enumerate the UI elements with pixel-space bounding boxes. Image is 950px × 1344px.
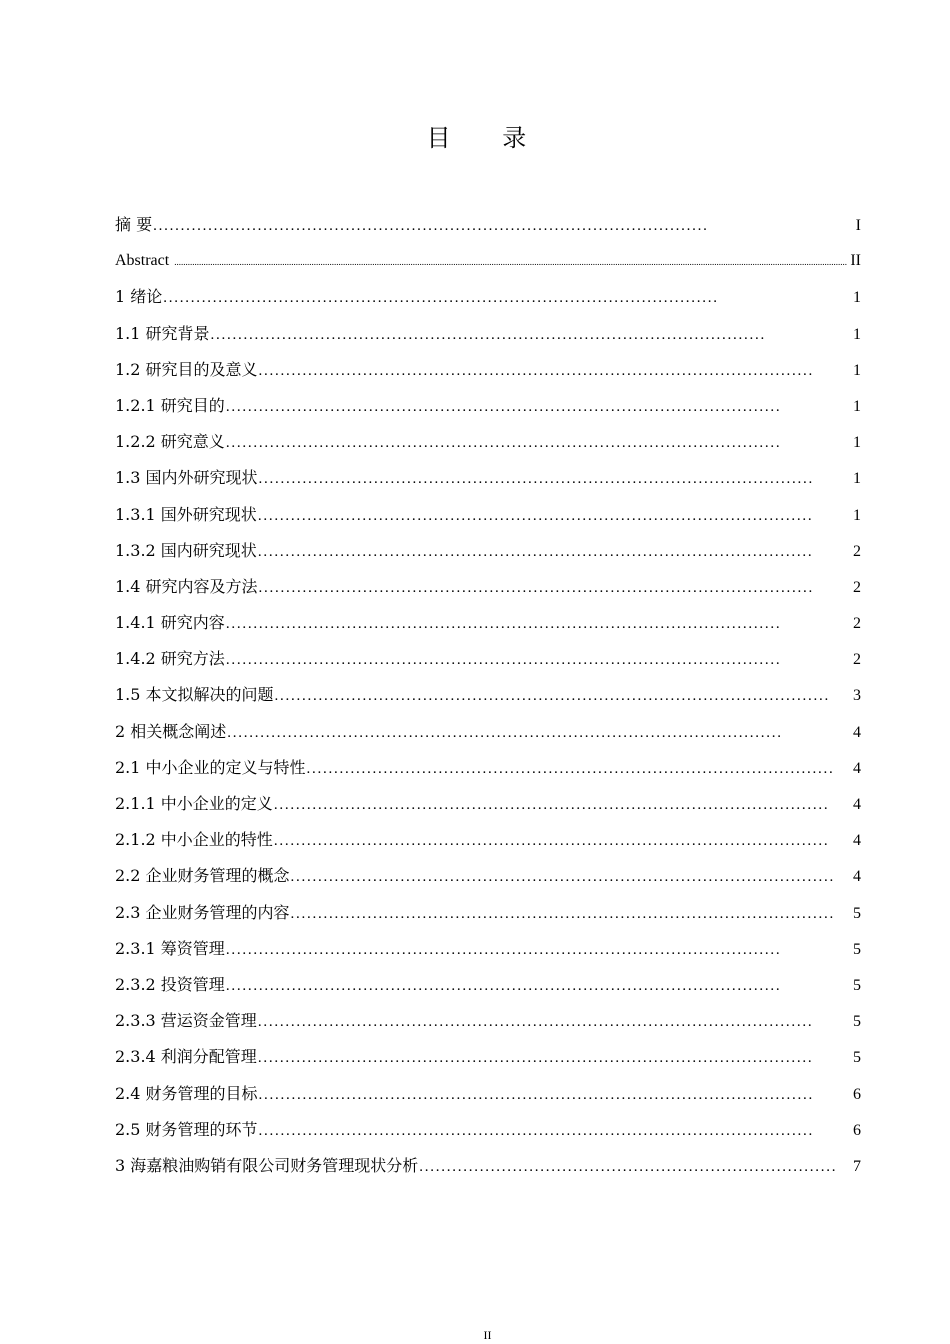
- toc-entry-abstract-en[interactable]: [115, 243, 861, 279]
- toc-list: [115, 207, 861, 1184]
- toc-entry[interactable]: [115, 786, 861, 822]
- toc-entry[interactable]: [115, 714, 861, 750]
- toc-entry-label: 1.5 本文拟解决的问题: [115, 685, 274, 705]
- toc-entry-page: 3: [853, 687, 861, 705]
- dot-leader: [226, 606, 835, 642]
- dot-leader: [226, 968, 835, 1004]
- toc-entry-label: 2.2 企业财务管理的概念: [115, 866, 290, 886]
- toc-entry[interactable]: [115, 895, 861, 931]
- toc-entry[interactable]: [115, 858, 861, 894]
- toc-entry-page: 4: [853, 723, 861, 741]
- toc-entry-page: 2: [853, 615, 861, 633]
- toc-entry[interactable]: [115, 931, 861, 967]
- dot-leader: [259, 461, 835, 497]
- dot-leader: [259, 353, 835, 389]
- toc-entry-page: 1: [853, 434, 861, 452]
- toc-entry-page: 6: [853, 1121, 861, 1139]
- toc-entry[interactable]: [115, 1003, 861, 1039]
- toc-entry-label: 1.2 研究目的及意义: [115, 359, 258, 379]
- toc-entry-page: 5: [853, 1013, 861, 1031]
- toc-entry[interactable]: [115, 605, 861, 641]
- dot-leader: [275, 678, 835, 714]
- dot-leader: [211, 317, 835, 353]
- dot-leader: [258, 498, 835, 534]
- toc-entry-label: 1.2.2 研究意义: [115, 432, 225, 452]
- dot-leader: [258, 1004, 835, 1040]
- toc-entry-page: 1: [853, 470, 861, 488]
- dot-leader: [174, 244, 847, 280]
- toc-entry-page: 5: [853, 976, 861, 994]
- toc-entry-page: 7: [853, 1157, 861, 1175]
- toc-entry-label: 1.4.2 研究方法: [115, 649, 225, 669]
- toc-entry[interactable]: [115, 1039, 861, 1075]
- toc-entry[interactable]: [115, 1112, 861, 1148]
- toc-entry-label: 2.1.1 中小企业的定义: [115, 794, 273, 813]
- toc-entry-abstract-cn[interactable]: [115, 207, 861, 243]
- dot-leader: [307, 751, 835, 787]
- toc-entry-page: 1: [853, 361, 861, 379]
- toc-entry-label: 1.2.1 研究目的: [115, 395, 225, 415]
- toc-entry[interactable]: [115, 641, 861, 677]
- toc-entry-label: 1 绪论: [115, 287, 163, 307]
- toc-entry[interactable]: [115, 497, 861, 533]
- toc-entry[interactable]: [115, 677, 861, 713]
- toc-title: 目 录: [426, 124, 549, 152]
- toc-entry[interactable]: [115, 750, 861, 786]
- dot-leader: [226, 389, 835, 425]
- toc-entry-label: 2.1.2 中小企业的特性: [115, 830, 273, 850]
- toc-entry-label: 摘 要: [115, 215, 153, 234]
- dot-leader: [259, 570, 835, 606]
- toc-entry-page: 4: [853, 796, 861, 813]
- toc-entry-page: 6: [853, 1085, 861, 1103]
- toc-entry-label: 2.3 企业财务管理的内容: [115, 902, 290, 922]
- toc-entry[interactable]: [115, 460, 861, 496]
- toc-entry-label: 2.3.3 营运资金管理: [115, 1011, 257, 1031]
- toc-entry[interactable]: [115, 1076, 861, 1112]
- toc-entry[interactable]: [115, 316, 861, 352]
- toc-entry-page: 1: [853, 506, 861, 524]
- toc-entry-page: 5: [853, 904, 861, 922]
- dot-leader: [226, 425, 835, 461]
- toc-entry-label: 3 海嘉粮油购销有限公司财务管理现状分析: [115, 1155, 419, 1175]
- toc-entry-page: 4: [853, 868, 861, 886]
- dot-leader: [258, 1040, 835, 1076]
- toc-entry[interactable]: [115, 533, 861, 569]
- toc-entry-label: 1.4 研究内容及方法: [115, 576, 258, 596]
- toc-entry-page: 1: [853, 325, 861, 343]
- toc-entry-page: 5: [853, 940, 861, 958]
- dot-leader: [419, 1149, 835, 1185]
- toc-entry-page: 2: [853, 578, 861, 596]
- dot-leader: [153, 208, 854, 244]
- toc-entry-label: 1.4.1 研究内容: [115, 613, 225, 633]
- dot-leader: [274, 823, 835, 859]
- toc-entry-label: 2 相关概念阐述: [115, 721, 227, 741]
- toc-entry-label: Abstract: [115, 252, 170, 270]
- toc-entry-page: 4: [853, 832, 861, 850]
- page-number-footer: II: [483, 1328, 492, 1342]
- dot-leader: [291, 859, 835, 895]
- toc-entry-label: 2.3.2 投资管理: [115, 974, 225, 994]
- toc-entry-page: 2: [853, 542, 861, 560]
- toc-entry[interactable]: [115, 279, 861, 315]
- toc-entry-label: 2.5 财务管理的环节: [115, 1119, 258, 1139]
- toc-entry[interactable]: [115, 822, 861, 858]
- toc-entry-label: 2.4 财务管理的目标: [115, 1083, 258, 1103]
- toc-entry[interactable]: [115, 352, 861, 388]
- toc-entry-page: 5: [853, 1049, 861, 1067]
- toc-entry[interactable]: [115, 569, 861, 605]
- toc-entry-label: 1.3 国内外研究现状: [115, 468, 258, 488]
- toc-entry-label: 2.1 中小企业的定义与特性: [115, 757, 306, 777]
- toc-entry-label: 2.3.4 利润分配管理: [115, 1047, 257, 1067]
- toc-entry[interactable]: [115, 1148, 861, 1184]
- toc-entry-page: 4: [853, 759, 861, 777]
- dot-leader: [259, 1113, 835, 1149]
- dot-leader: [227, 715, 835, 751]
- toc-entry[interactable]: [115, 424, 861, 460]
- dot-leader: [226, 932, 835, 968]
- toc-entry[interactable]: [115, 967, 861, 1003]
- toc-entry-label: 1.3.2 国内研究现状: [115, 540, 257, 560]
- dot-leader: [258, 534, 835, 570]
- dot-leader: [274, 787, 835, 823]
- dot-leader: [291, 896, 835, 932]
- toc-entry-page: 1: [853, 397, 861, 415]
- toc-entry[interactable]: [115, 388, 861, 424]
- toc-entry-page: 1: [853, 289, 861, 307]
- toc-entry-label: 1.1 研究背景: [115, 323, 210, 343]
- dot-leader: [163, 280, 835, 316]
- toc-entry-page: II: [850, 252, 861, 270]
- toc-entry-label: 2.3.1 筹资管理: [115, 938, 225, 958]
- toc-entry-page: 2: [853, 651, 861, 669]
- dot-leader: [259, 1077, 835, 1113]
- dot-leader: [226, 642, 835, 678]
- toc-entry-page: I: [855, 217, 861, 234]
- toc-entry-label: 1.3.1 国外研究现状: [115, 504, 257, 524]
